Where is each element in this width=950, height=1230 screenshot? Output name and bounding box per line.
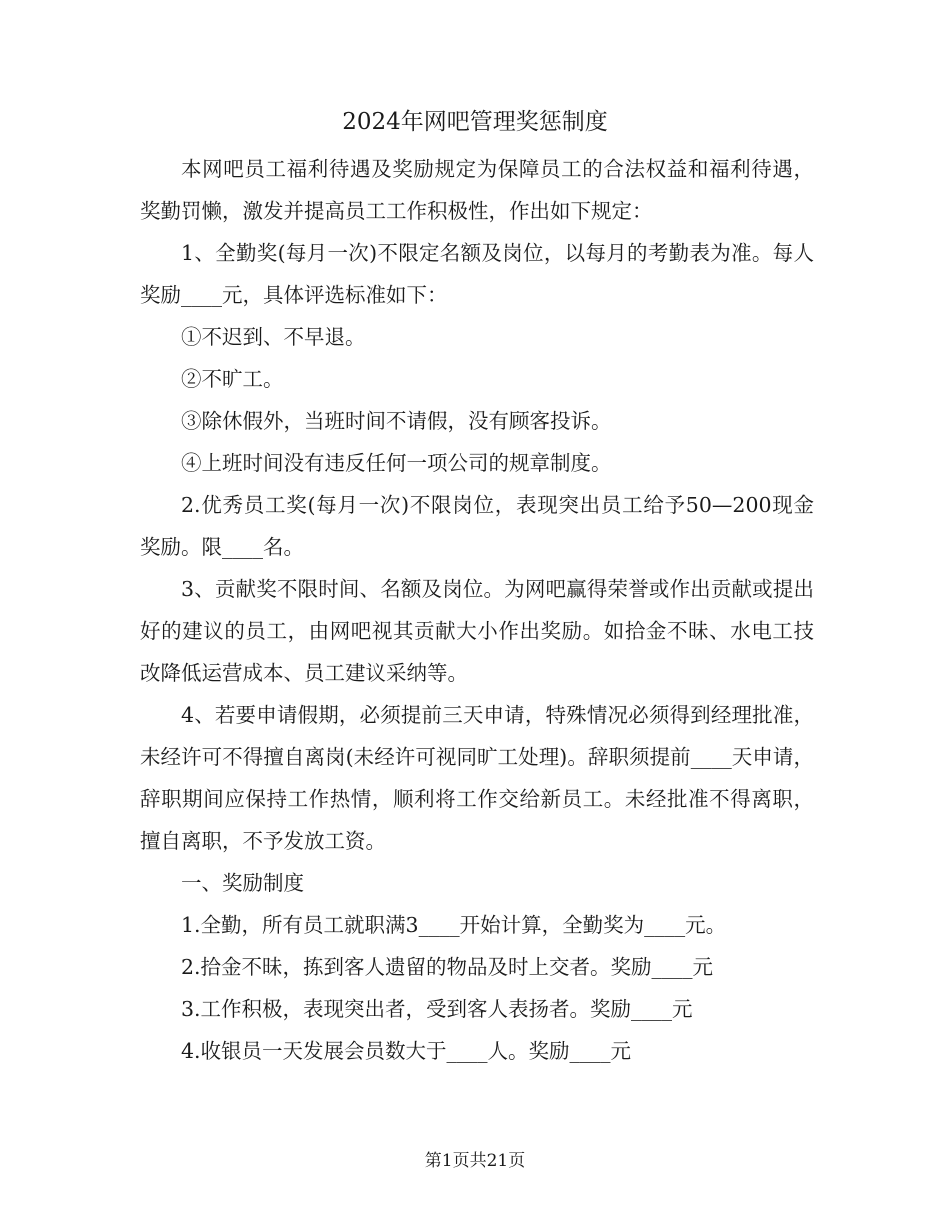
criterion-item: ③除休假外，当班时间不请假，没有顾客投诉。 (181, 409, 612, 433)
contribution-award-paragraph: 3、贡献奖不限时间、名额及岗位。为网吧赢得荣誉或作出贡献或提出好的建议的员工，由网吧视其贡献大小作出奖励。如拾金不昧、水电工技改降低运营成本、员工建议采纳等。 (140, 577, 814, 685)
intro-paragraph: 本网吧员工福利待遇及奖励规定为保障员工的合法权益和福利待遇，奖勤罚懒，激发并提高员工工作积极性，作出如下规定： (140, 157, 814, 223)
criterion-item: ④上班时间没有违反任何一项公司的规章制度。 (181, 451, 612, 475)
reward-item: 4.收银员一天发展会员数大于____人。奖励____元 (181, 1039, 632, 1063)
attendance-award-paragraph: 1、全勤奖(每月一次)不限定名额及岗位，以每月的考勤表为准。每人奖励____元，具体评选标准如下： (140, 241, 814, 307)
section-heading: 一、奖励制度 (181, 871, 304, 895)
reward-item: 3.工作积极，表现突出者，受到客人表扬者。奖励____元 (181, 997, 693, 1021)
leave-policy-paragraph: 4、若要申请假期，必须提前三天申请，特殊情况必须得到经理批准，未经许可不得擅自离岗(未经许可视同旷工处理)。辞职须提前____天申请，辞职期间应保持工作热情，顺利将工作交给新员工。未经批准不得离职，擅自离职，不予发放工资。 (140, 703, 814, 853)
criterion-item: ①不迟到、不早退。 (181, 325, 366, 349)
excellent-employee-paragraph: 2.优秀员工奖(每月一次)不限岗位，表现突出员工给予50—200现金奖励。限____名。 (140, 493, 814, 559)
reward-item: 1.全勤，所有员工就职满3____开始计算，全勤奖为____元。 (181, 913, 727, 937)
document-body (140, 148, 814, 1072)
document-title: 2024年网吧管理奖惩制度 (342, 109, 608, 135)
criterion-item: ②不旷工。 (181, 367, 284, 391)
page-number: 第1页共21页 (424, 1151, 526, 1171)
reward-item: 2.拾金不昧，拣到客人遗留的物品及时上交者。奖励____元 (181, 955, 714, 979)
